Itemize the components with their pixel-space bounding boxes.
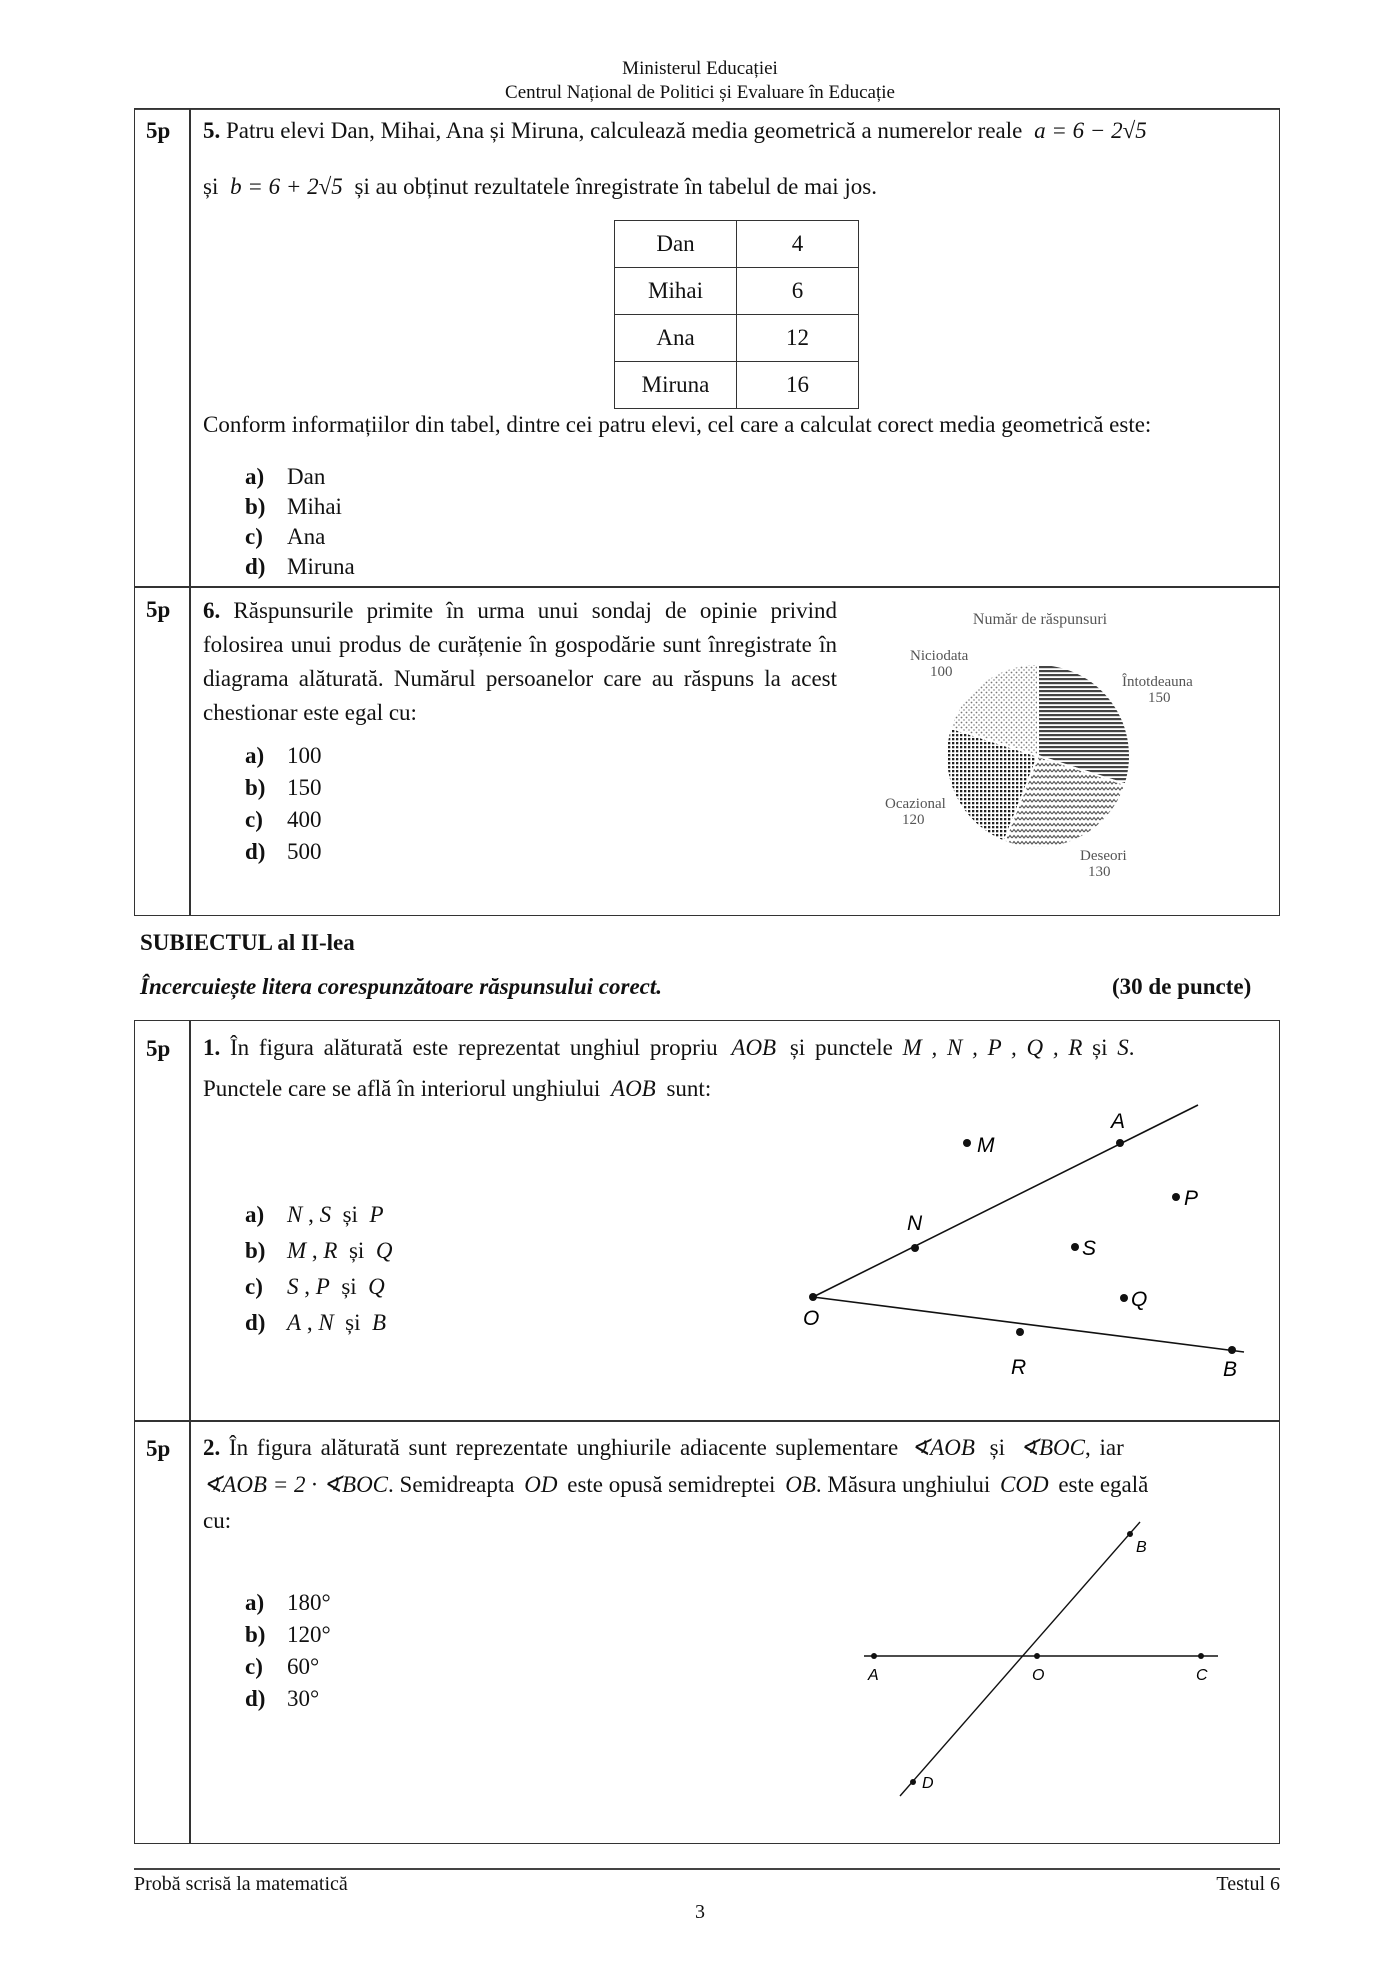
problem1-text-3: Punctele care se află în interiorul unghiului bbox=[203, 1076, 601, 1101]
option-b[interactable]: b) 150 bbox=[245, 775, 322, 800]
item6-points: 5p bbox=[146, 597, 171, 622]
option-c[interactable]: c) 400 bbox=[245, 807, 322, 832]
point-n bbox=[911, 1244, 919, 1252]
slice-value-ocazional: 120 bbox=[902, 812, 925, 828]
problem2-text-2: . Semidreapta bbox=[388, 1472, 515, 1497]
label-a: A bbox=[868, 1667, 879, 1684]
problem1-number: 1. bbox=[203, 1035, 221, 1060]
item5-line2 bbox=[203, 170, 1273, 204]
problem1-last-point: S bbox=[1117, 1035, 1129, 1060]
option-a[interactable]: a) 100 bbox=[245, 743, 322, 768]
problem2-text-1: În figura alăturată sunt reprezentate unghiurile adiacente suplementare bbox=[229, 1435, 899, 1460]
table-row bbox=[615, 315, 859, 362]
point-q bbox=[1120, 1294, 1128, 1302]
student-result: 4 bbox=[737, 221, 859, 268]
point-r bbox=[1016, 1328, 1024, 1336]
page-number: 3 bbox=[695, 1901, 705, 1923]
student-name: Ana bbox=[615, 315, 737, 362]
problem1-points: 5p bbox=[146, 1036, 171, 1061]
line-bd bbox=[900, 1522, 1140, 1796]
problem2-od: OD bbox=[524, 1472, 558, 1497]
problem2-points: 5p bbox=[146, 1436, 171, 1461]
label-b: B bbox=[1136, 1539, 1147, 1556]
option-b[interactable]: b) 120° bbox=[245, 1622, 331, 1647]
student-result: 16 bbox=[737, 362, 859, 409]
problem2-angle-aob: ∢AOB bbox=[910, 1435, 975, 1460]
option-b[interactable]: b) Mihai bbox=[245, 494, 342, 519]
angle-aob-figure bbox=[780, 1090, 1260, 1390]
problem1-line2 bbox=[203, 1072, 711, 1106]
item5-number: 5. bbox=[203, 118, 221, 143]
student-result: 6 bbox=[737, 268, 859, 315]
row-divider bbox=[134, 586, 1280, 588]
footer-right: Testul 6 bbox=[1216, 1873, 1280, 1895]
table-row bbox=[615, 221, 859, 268]
item5-options bbox=[245, 462, 355, 582]
item5-formula-a: a = 6 − 2√5 bbox=[1034, 118, 1147, 143]
item5-text-2: și au obținut rezultatele înregistrate în tabelul de mai jos. bbox=[354, 174, 877, 199]
problem1-options bbox=[245, 1197, 392, 1341]
option-a[interactable]: a) Dan bbox=[245, 464, 326, 489]
pie-slices bbox=[946, 664, 1130, 848]
problem1-points-list: M , N , P , Q , R bbox=[902, 1035, 1083, 1060]
problem1-angle: AOB bbox=[731, 1035, 777, 1060]
ray-oa bbox=[813, 1105, 1198, 1297]
option-a[interactable]: a) 180° bbox=[245, 1590, 331, 1615]
label-d: D bbox=[922, 1775, 934, 1792]
point-o bbox=[809, 1293, 817, 1301]
point-b bbox=[1228, 1346, 1236, 1354]
footer-rule bbox=[134, 1868, 1280, 1870]
problem2-text-4: . Măsura unghiului bbox=[815, 1472, 991, 1497]
item5-si: și bbox=[203, 174, 219, 199]
slice-value-niciodata: 100 bbox=[930, 664, 953, 680]
slice-label-niciodata: Niciodata bbox=[910, 648, 969, 664]
point-o bbox=[1034, 1653, 1040, 1659]
ray-ob bbox=[813, 1297, 1244, 1352]
problem1-line1: 1. În figura alăturată este reprezentat unghiul propriu AOB și punctele M , N , P , Q , R și S. bbox=[203, 1035, 1135, 1060]
item5-question: Conform informațiilor din tabel, dintre cei patru elevi, cel care a calculat corect media geometrică este: bbox=[203, 412, 1152, 437]
problem2-options bbox=[245, 1587, 331, 1715]
student-name: Dan bbox=[615, 221, 737, 268]
label-a: A bbox=[1111, 1110, 1126, 1133]
item5-line1 bbox=[203, 114, 1273, 148]
label-q: Q bbox=[1131, 1288, 1148, 1311]
points-column-divider bbox=[189, 1020, 191, 1844]
section-instruction: Încercuiește litera corespunzătoare răspunsului corect. bbox=[140, 974, 663, 999]
problem1-si: și bbox=[1092, 1035, 1108, 1060]
problem2-text-5: este egală bbox=[1058, 1472, 1149, 1497]
label-n: N bbox=[907, 1212, 923, 1235]
header-center: Centrul Național de Politici și Evaluare în Educație bbox=[505, 82, 895, 103]
point-a bbox=[1116, 1139, 1124, 1147]
option-d[interactable]: d) 500 bbox=[245, 839, 322, 864]
label-c: C bbox=[1196, 1667, 1208, 1684]
item6-options bbox=[245, 740, 322, 868]
label-p: P bbox=[1184, 1187, 1199, 1210]
label-o: O bbox=[803, 1307, 820, 1330]
point-m bbox=[963, 1139, 971, 1147]
problem2-line1 bbox=[203, 1431, 1275, 1465]
label-b: B bbox=[1223, 1358, 1238, 1381]
problem1-angle-2: AOB bbox=[611, 1076, 656, 1101]
problem2-number: 2. bbox=[203, 1435, 221, 1460]
point-s bbox=[1071, 1243, 1079, 1251]
label-s: S bbox=[1082, 1237, 1097, 1260]
item5-formula-b: b = 6 + 2√5 bbox=[230, 174, 343, 199]
footer-left: Probă scrisă la matematică bbox=[134, 1873, 348, 1895]
option-c[interactable]: c) S , P și Q bbox=[245, 1274, 385, 1299]
point-c bbox=[1198, 1653, 1204, 1659]
supplementary-angles-figure bbox=[840, 1520, 1240, 1800]
student-result: 12 bbox=[737, 315, 859, 362]
header-ministry: Ministerul Educației bbox=[622, 58, 778, 79]
item6-text bbox=[203, 594, 837, 730]
label-r: R bbox=[1011, 1356, 1027, 1379]
row-divider bbox=[134, 1420, 1280, 1422]
student-name: Miruna bbox=[615, 362, 737, 409]
label-o: O bbox=[1032, 1667, 1045, 1684]
slice-value-intotdeauna: 150 bbox=[1148, 690, 1171, 706]
point-a bbox=[871, 1653, 877, 1659]
section-title: SUBIECTUL al II-lea bbox=[140, 930, 355, 955]
pie-chart bbox=[860, 606, 1220, 896]
problem2-line3: cu: bbox=[203, 1508, 232, 1533]
problem2-si: și bbox=[989, 1435, 1005, 1460]
problem2-cod: COD bbox=[1000, 1472, 1049, 1497]
option-d[interactable]: d) 30° bbox=[245, 1686, 320, 1711]
point-d bbox=[910, 1779, 916, 1785]
problem1-text-1: În figura alăturată este reprezentat unghiul propriu bbox=[230, 1035, 718, 1060]
point-p bbox=[1172, 1193, 1180, 1201]
table-row bbox=[615, 268, 859, 315]
points-column-divider bbox=[189, 108, 191, 916]
table-row bbox=[615, 362, 859, 409]
item5-text-1: Patru elevi Dan, Mihai, Ana și Miruna, calculează media geometrică a numerelor reale bbox=[226, 118, 1023, 143]
problem2-ob: OB bbox=[785, 1472, 816, 1497]
chart-title: Număr de răspunsuri bbox=[972, 611, 1108, 628]
item6-body: Răspunsurile primite în urma unui sondaj de opinie privind folosirea unui produs de curățenie în gospodărie sunt înregistrate în diagrama alăturată. Numărul persoanelor care au răspuns la acest chestionar este egal cu: bbox=[203, 598, 837, 725]
problem2-angle-boc: ∢BOC bbox=[1019, 1435, 1086, 1460]
problem2-iar: , iar bbox=[1085, 1435, 1124, 1460]
student-name: Mihai bbox=[615, 268, 737, 315]
problem1-text-2: și punctele bbox=[789, 1035, 893, 1060]
problem1-text-4: sunt: bbox=[666, 1076, 712, 1101]
slice-label-intotdeauna: Întotdeauna bbox=[1122, 674, 1193, 690]
option-a[interactable]: a) N , S și P bbox=[245, 1202, 384, 1227]
slice-value-deseori: 130 bbox=[1088, 864, 1111, 880]
option-d[interactable]: d) Miruna bbox=[245, 554, 355, 579]
section-points: (30 de puncte) bbox=[1112, 974, 1252, 999]
option-d[interactable]: d) A , N și B bbox=[245, 1310, 387, 1335]
problem2-line2 bbox=[203, 1468, 1275, 1502]
problem2-relation: ∢AOB = 2 · ∢BOC bbox=[203, 1472, 389, 1497]
option-b[interactable]: b) M , R și Q bbox=[245, 1238, 393, 1263]
option-c[interactable]: c) Ana bbox=[245, 524, 326, 549]
item6-number: 6. bbox=[203, 598, 221, 623]
slice-label-ocazional: Ocazional bbox=[885, 796, 946, 812]
results-table bbox=[614, 220, 859, 409]
slice-label-deseori: Deseori bbox=[1080, 848, 1127, 864]
item5-points: 5p bbox=[146, 118, 171, 143]
option-c[interactable]: c) 60° bbox=[245, 1654, 320, 1679]
problem2-text-3: este opusă semidreptei bbox=[567, 1472, 776, 1497]
point-b bbox=[1127, 1531, 1133, 1537]
label-m: M bbox=[977, 1134, 995, 1157]
